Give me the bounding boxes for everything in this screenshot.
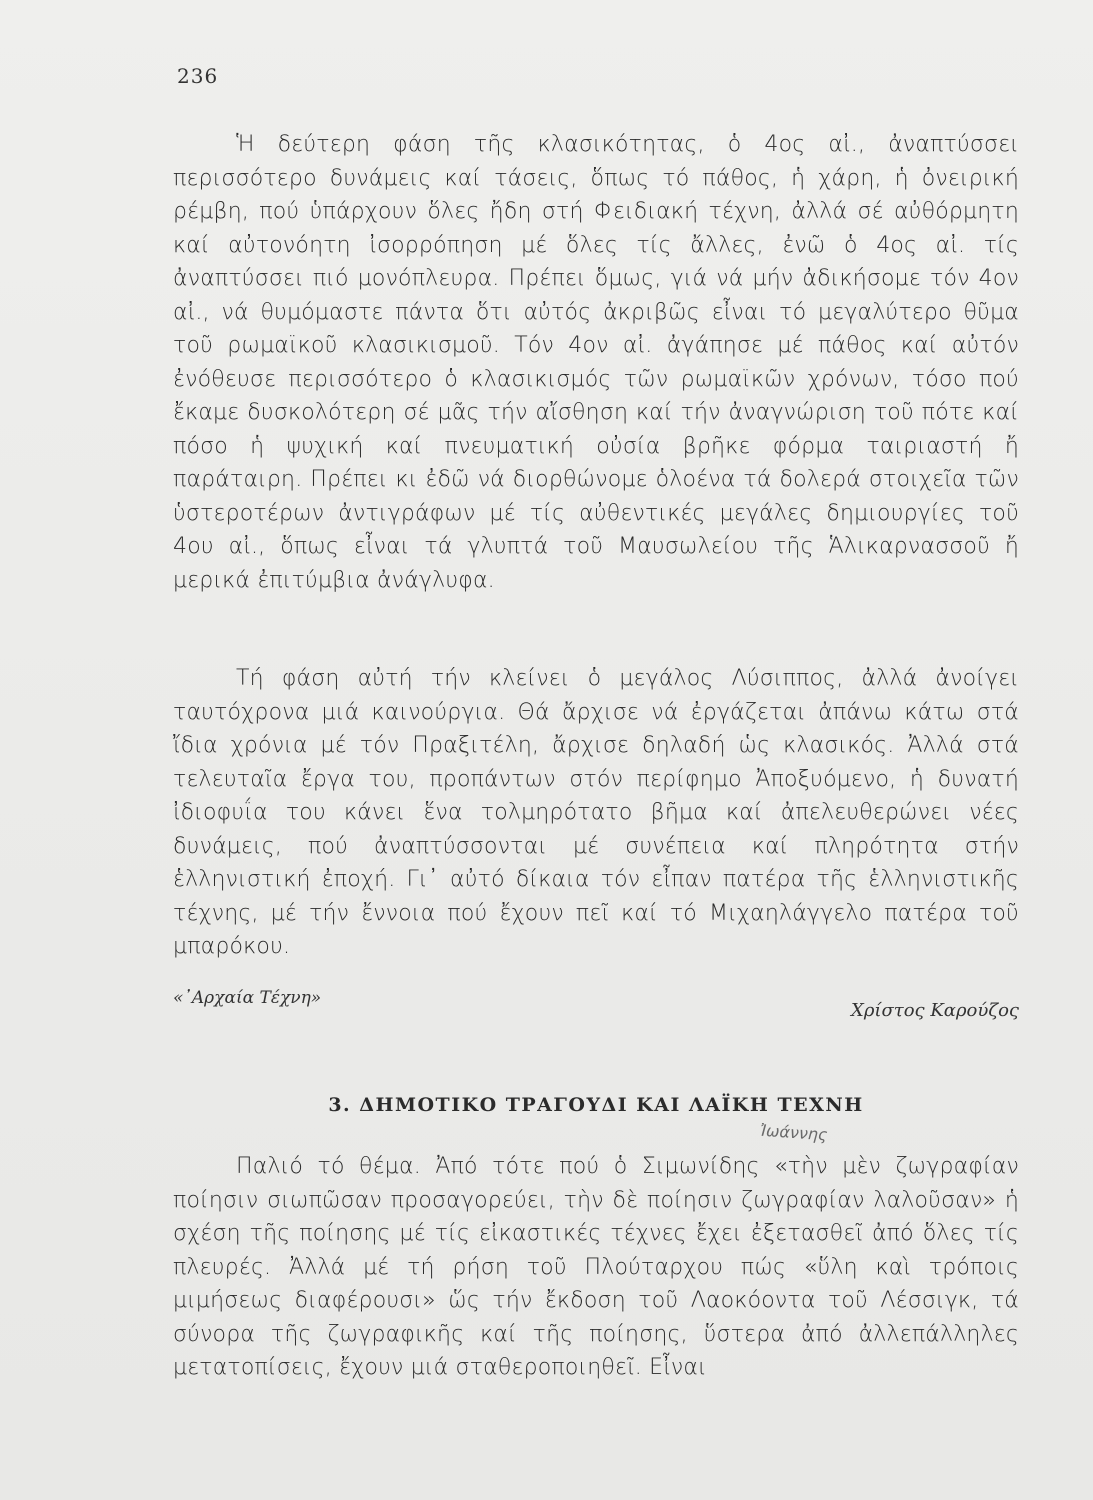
- paragraph-karouzos-2: Τή φάση αὐτή τήν κλείνει ὁ μεγάλος Λύσιππος, ἀλλά ἀνοίγει ταυτόχρονα μιά καινούργια. Θά ἄρχισε νά ἐργάζεται ἀπάνω κάτω στά ἴδια χρόνια μέ τόν Πραξιτέλη, ἄρχισε δηλαδή ὡς κλασικός. Ἀλλά στά τελευταῖα ἔργα του, προπάντων στόν περίφημο Ἀποξυόμενο, ἡ δυνατή ἰδιοφυΐα του κάνει ἕνα τολμηρότατο βῆμα καί ἀπελευθερώνει νέες δυνάμεις, πού ἀναπτύσσονται μέ συνέπεια καί πληρότητα στήν ἑλληνιστική ἐποχή. Γι᾽ αὐτό δίκαια τόν εἶπαν πατέρα τῆς ἑλληνιστικῆς τέχνης, μέ τήν ἔννοια πού ἔχουν πεῖ καί τό Μιχαηλάγγελο πατέρα τοῦ μπαρόκου.: [173, 666, 1019, 959]
- paragraph-karouzos-1: Ἡ δεύτερη φάση τῆς κλασικότητας, ὁ 4ος αἰ., ἀναπτύσσει περισσότερο δυνάμεις καί τάσεις, ὅπως τό πάθος, ἡ χάρη, ἡ ὀνειρική ρέμβη, πού ὑπάρχουν ὅλες ἤδη στή Φειδιακή τέχνη, ἀλλά σέ αὐθόρμητη καί αὐτονόητη ἰσορρόπηση μέ ὅλες τίς ἄλλες, ἐνῶ ὁ 4ος αἰ. τίς ἀναπτύσσει πιό μονόπλευρα. Πρέπει ὅμως, γιά νά μήν ἀδικήσομε τόν 4ον αἰ., νά θυμόμαστε πάντα ὅτι αὐτός ἀκριβῶς εἶναι τό μεγαλύτερο θῦμα τοῦ ρωμαϊκοῦ κλασικισμοῦ. Τόν 4ον αἰ. ἀγάπησε μέ πάθος καί αὐτόν ἐνόθευσε περισσότερο ὁ κλασικισμός τῶν ρωμαϊκῶν χρόνων, τόσο πού ἔκαμε δυσκολότερη σέ μᾶς τήν αἴσθηση καί τήν ἀναγνώριση τοῦ πότε καί πόσο ἡ ψυχική καί πνευματική οὐσία βρῆκε φόρμα ταιριαστή ἤ παράταιρη. Πρέπει κι ἐδῶ νά διορθώνομε ὁλοένα τά δολερά στοιχεῖα τῶν ὑστεροτέρων ἀντιγράφων μέ τίς αὐθεντικές μεγάλες δημιουργίες τοῦ 4ου αἰ., ὅπως εἶναι τά γλυπτά τοῦ Μαυσωλείου τῆς Ἁλικαρνασσοῦ ἤ μερικά ἐπιτύμβια ἀνάγλυφα.: [173, 132, 1019, 593]
- paragraph-section-3: Παλιό τό θέμα. Ἀπό τότε πού ὁ Σιμωνίδης «τὴν μὲν ζωγραφίαν ποίησιν σιωπῶσαν προσαγορεύει, τὴν δὲ ποίησιν ζωγραφίαν λαλοῦσαν» ἡ σχέση τῆς ποίησης μέ τίς εἰκαστικές τέχνες ἔχει ἐξετασθεῖ ἀπό ὅλες τίς πλευρές. Ἀλλά μέ τή ρήση τοῦ Πλούταρχου πώς «ὕλη καὶ τρόποις μιμήσεως διαφέρουσι» ὥς τήν ἔκδοση τοῦ Λαοκόοντα τοῦ Λέσσιγκ, τά σύνορα τῆς ζωγραφικῆς καί τῆς ποίησης, ὕστερα ἀπό ἀλλεπάλληλες μετατοπίσεις, ἔχουν μιά σταθεροποιηθεῖ. Εἶναι: [173, 1154, 1019, 1380]
- attribution: [173, 988, 1019, 1028]
- handwritten-note: Ἰωάννης: [759, 1120, 829, 1145]
- source-title: «᾽Αρχαία Τέχνη»: [173, 988, 322, 1008]
- page-number: 236: [177, 64, 219, 88]
- section-heading: 3. ΔΗΜΟΤΙΚΟ ΤΡΑΓΟΥΔΙ ΚΑΙ ΛΑΪΚΗ ΤΕΧΝΗ: [328, 1094, 864, 1116]
- author-name: Χρίστος Καρούζος: [851, 1000, 1019, 1021]
